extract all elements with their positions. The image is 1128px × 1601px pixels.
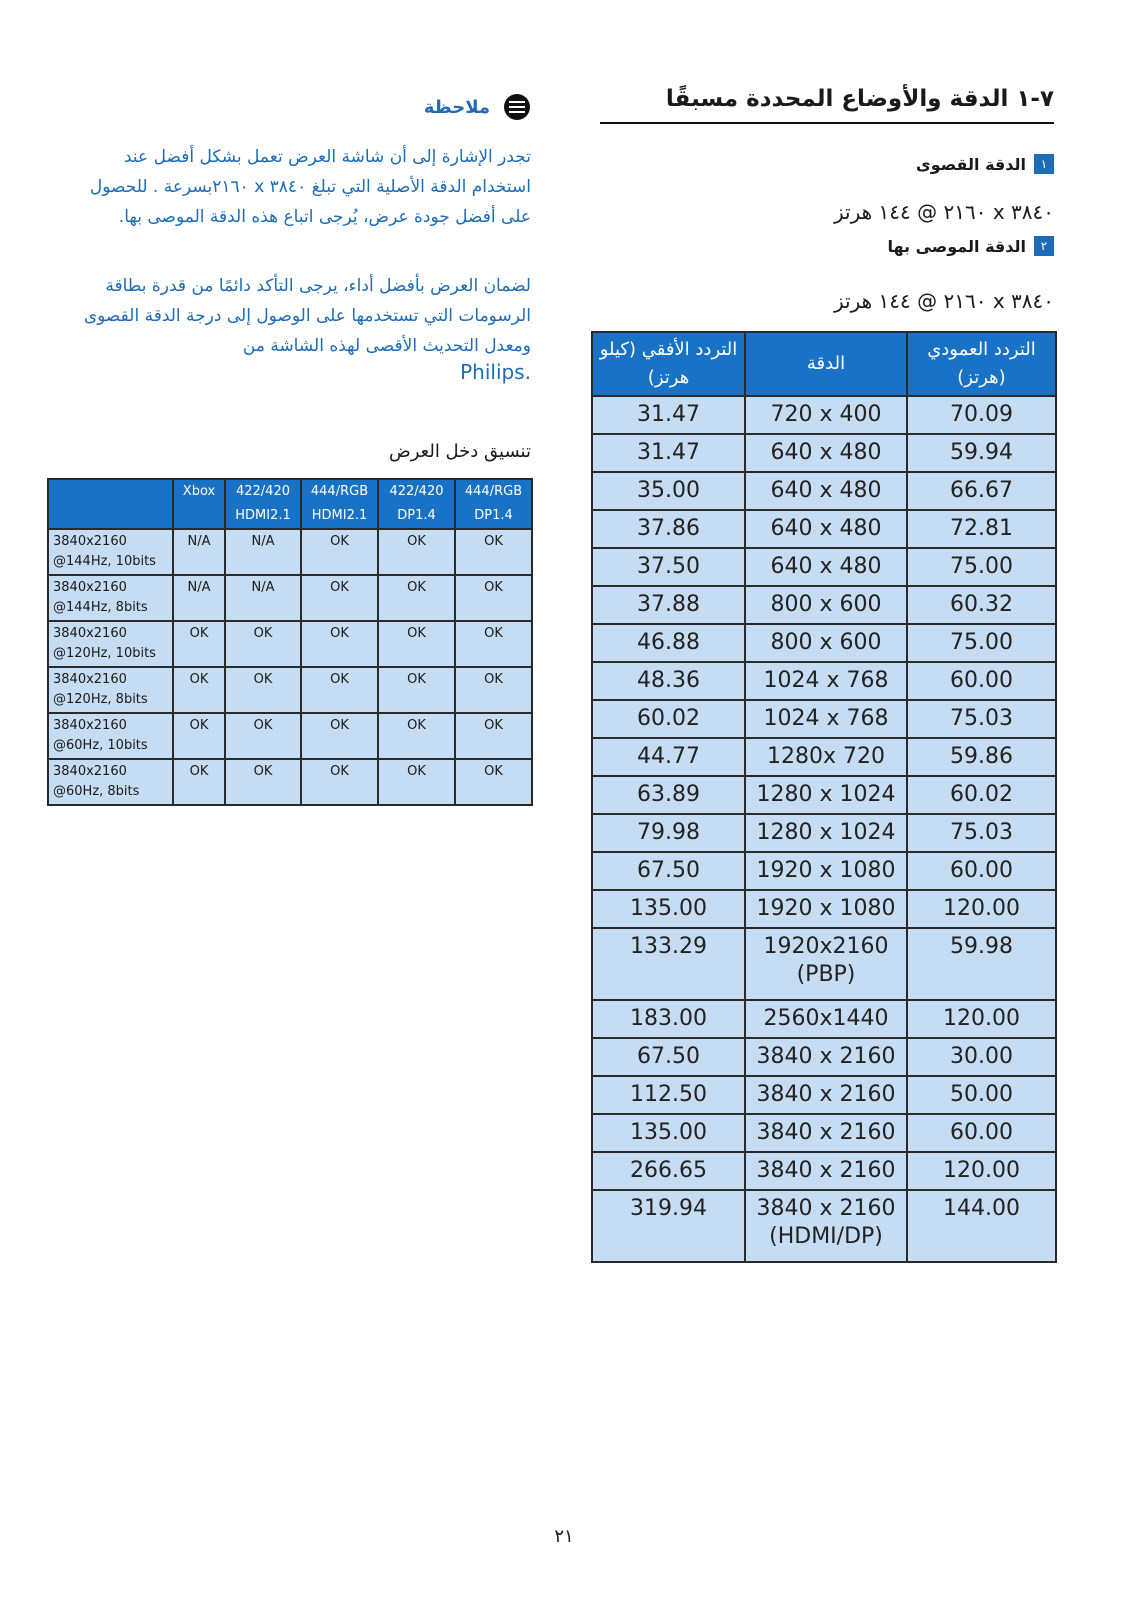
h-freq-cell <box>592 1076 745 1114</box>
timing-row <box>592 814 1056 852</box>
timing-row <box>592 1038 1056 1076</box>
h-freq-cell <box>592 624 745 662</box>
resolution-cell <box>745 624 907 662</box>
format-mode-refresh: @144Hz, 10bits <box>53 554 156 569</box>
h-freq-cell-text: 319.94 <box>630 1196 707 1221</box>
format-header-cell: 422/420 <box>378 479 455 504</box>
v-freq-cell-text: 59.86 <box>950 744 1013 769</box>
v-freq-cell-text: 50.00 <box>950 1082 1013 1107</box>
resolution-cell-text: 3840 x 2160 <box>756 1044 896 1069</box>
format-support-cell: N/A <box>173 529 225 575</box>
v-freq-cell-text: 120.00 <box>943 1006 1020 1031</box>
format-support-cell: OK <box>378 759 455 805</box>
input-format-title: تنسيق دخل العرض <box>388 441 531 462</box>
h-freq-cell <box>592 1190 745 1262</box>
format-row <box>48 667 532 713</box>
h-freq-cell-text: 60.02 <box>637 706 700 731</box>
timing-row <box>592 624 1056 662</box>
v-freq-cell <box>907 624 1056 662</box>
timing-row <box>592 472 1056 510</box>
resolution-cell-text: 1280x 720 <box>767 744 885 769</box>
v-freq-cell <box>907 928 1056 1000</box>
v-freq-cell-text: 75.03 <box>950 820 1013 845</box>
format-support-cell: OK <box>455 575 532 621</box>
timing-row <box>592 1076 1056 1114</box>
resolution-cell <box>745 1114 907 1152</box>
format-row <box>48 575 532 621</box>
v-freq-cell-text: 59.94 <box>950 440 1013 465</box>
h-freq-cell-text: 133.29 <box>630 934 707 959</box>
resolution-cell <box>745 1190 907 1262</box>
h-freq-cell <box>592 776 745 814</box>
resolution-note: (PBP) <box>796 962 856 987</box>
format-support-cell: OK <box>173 621 225 667</box>
format-support-cell: OK <box>301 529 378 575</box>
h-freq-cell-text: 37.86 <box>637 516 700 541</box>
format-mode-refresh: @60Hz, 10bits <box>53 738 148 753</box>
format-support-cell: OK <box>173 667 225 713</box>
section-divider <box>600 122 1054 124</box>
timing-row <box>592 1114 1056 1152</box>
format-support-cell: OK <box>225 759 301 805</box>
resolution-cell-text: 1920 x 1080 <box>756 858 896 883</box>
timing-header-row <box>592 332 1056 396</box>
note-title: ملاحظة <box>423 96 490 118</box>
format-support-cell: N/A <box>225 529 301 575</box>
v-freq-cell <box>907 890 1056 928</box>
h-freq-cell <box>592 434 745 472</box>
timing-row <box>592 700 1056 738</box>
v-freq-cell <box>907 1114 1056 1152</box>
h-freq-cell-text: 135.00 <box>630 1120 707 1145</box>
resolution-cell <box>745 548 907 586</box>
h-freq-cell-text: 112.50 <box>630 1082 707 1107</box>
section-title: ٧-١ الدقة والأوضاع المحددة مسبقًا <box>665 86 1054 112</box>
resolution-cell <box>745 814 907 852</box>
format-support-cell: OK <box>378 529 455 575</box>
format-header-cell: 422/420 <box>225 479 301 504</box>
format-header-port: HDMI2.1 <box>225 504 301 529</box>
format-header-port: DP1.4 <box>378 504 455 529</box>
v-freq-cell <box>907 738 1056 776</box>
resolution-cell <box>745 472 907 510</box>
v-freq-cell <box>907 700 1056 738</box>
format-support-cell: OK <box>455 713 532 759</box>
format-row <box>48 621 532 667</box>
resolution-cell <box>745 662 907 700</box>
resolution-cell-text: 3840 x 2160 <box>756 1120 896 1145</box>
resolution-cell <box>745 928 907 1000</box>
h-freq-header: التردد الأفقي (كيلو هرتز) <box>592 332 745 396</box>
max-resolution-value: ٣٨٤٠ x ٢١٦٠ @ ١٤٤ هرتز <box>834 200 1054 224</box>
h-freq-cell-text: 37.50 <box>637 554 700 579</box>
format-mode-refresh: @120Hz, 8bits <box>53 692 148 707</box>
timing-table <box>591 331 1057 1263</box>
timing-row <box>592 1000 1056 1038</box>
h-freq-cell-text: 44.77 <box>637 744 700 769</box>
format-support-cell: OK <box>455 621 532 667</box>
timing-row <box>592 852 1056 890</box>
timing-row <box>592 434 1056 472</box>
subsection-number: ٢ <box>1034 236 1054 256</box>
v-freq-cell-text: 120.00 <box>943 896 1020 921</box>
format-support-cell: OK <box>378 713 455 759</box>
timing-row <box>592 510 1056 548</box>
v-freq-cell <box>907 548 1056 586</box>
format-mode-cell <box>48 621 173 667</box>
resolution-cell <box>745 1076 907 1114</box>
h-freq-cell <box>592 396 745 434</box>
h-freq-cell <box>592 814 745 852</box>
v-freq-cell-text: 72.81 <box>950 516 1013 541</box>
format-header-cell: 444/RGB <box>301 479 378 504</box>
v-freq-cell <box>907 396 1056 434</box>
format-support-cell: OK <box>225 621 301 667</box>
v-freq-cell-text: 60.00 <box>950 668 1013 693</box>
format-support-cell: OK <box>301 575 378 621</box>
resolution-cell-text: 1280 x 1024 <box>756 820 896 845</box>
v-freq-cell-text: 60.02 <box>950 782 1013 807</box>
resolution-cell-text: 1920 x 1080 <box>756 896 896 921</box>
format-header-port: DP1.4 <box>455 504 532 529</box>
resolution-cell <box>745 1000 907 1038</box>
h-freq-cell <box>592 928 745 1000</box>
v-freq-cell <box>907 662 1056 700</box>
v-freq-cell-text: 66.67 <box>950 478 1013 503</box>
format-mode-cell <box>48 667 173 713</box>
format-support-cell: OK <box>378 667 455 713</box>
h-freq-cell-text: 31.47 <box>637 440 700 465</box>
v-freq-cell-text: 59.98 <box>950 934 1013 959</box>
resolution-cell <box>745 510 907 548</box>
format-support-cell: N/A <box>173 575 225 621</box>
resolution-cell-text: 2560x1440 <box>763 1006 889 1031</box>
note-paragraph-2: لضمان العرض بأفضل أداء، يرجى التأكد دائمًا من قدرة بطاقة الرسومات التي تستخدمها على الوصول إلى درجة الدقة القصوى ومعدل التحديث الأقصى لهذه الشاشة من <box>83 276 531 356</box>
v-freq-cell <box>907 852 1056 890</box>
v-freq-cell <box>907 510 1056 548</box>
format-support-cell: OK <box>301 759 378 805</box>
h-freq-cell <box>592 852 745 890</box>
v-freq-cell <box>907 776 1056 814</box>
format-support-cell: OK <box>301 621 378 667</box>
v-freq-cell-text: 60.32 <box>950 592 1013 617</box>
resolution-cell-text: 720 x 400 <box>770 402 882 427</box>
timing-row <box>592 662 1056 700</box>
v-freq-cell <box>907 472 1056 510</box>
h-freq-cell <box>592 586 745 624</box>
format-mode-cell <box>48 575 173 621</box>
format-mode-cell <box>48 759 173 805</box>
v-freq-cell <box>907 1190 1056 1262</box>
resolution-cell-text: 1280 x 1024 <box>756 782 896 807</box>
format-mode-refresh: @120Hz, 10bits <box>53 646 156 661</box>
format-header-port: HDMI2.1 <box>301 504 378 529</box>
h-freq-cell-text: 135.00 <box>630 896 707 921</box>
v-freq-cell <box>907 814 1056 852</box>
resolution-cell <box>745 434 907 472</box>
timing-row <box>592 548 1056 586</box>
v-freq-cell <box>907 1000 1056 1038</box>
h-freq-cell <box>592 1038 745 1076</box>
h-freq-cell-text: 31.47 <box>637 402 700 427</box>
v-freq-cell-text: 75.03 <box>950 706 1013 731</box>
h-freq-cell-text: 35.00 <box>637 478 700 503</box>
format-support-cell: OK <box>455 759 532 805</box>
format-mode-refresh: @144Hz, 8bits <box>53 600 148 615</box>
format-support-cell: N/A <box>225 575 301 621</box>
resolution-cell-text: 3840 x 2160 <box>756 1196 896 1221</box>
resolution-cell-text: 800 x 600 <box>770 592 882 617</box>
v-freq-cell <box>907 1076 1056 1114</box>
subsection-label: الدقة الموصى بها <box>887 236 1026 256</box>
h-freq-cell-text: 266.65 <box>630 1158 707 1183</box>
input-format-table <box>47 478 533 806</box>
page-number: ٢١ <box>554 1526 574 1547</box>
v-freq-cell-text: 30.00 <box>950 1044 1013 1069</box>
v-freq-cell-text: 144.00 <box>943 1196 1020 1221</box>
resolution-cell-text: 640 x 480 <box>770 440 882 465</box>
format-mode-resolution: 3840x2160 <box>53 626 127 641</box>
h-freq-cell <box>592 1152 745 1190</box>
h-freq-cell <box>592 662 745 700</box>
h-freq-cell-text: 183.00 <box>630 1006 707 1031</box>
h-freq-cell <box>592 1000 745 1038</box>
resolution-cell <box>745 1038 907 1076</box>
v-freq-cell-text: 60.00 <box>950 1120 1013 1145</box>
format-support-cell: OK <box>378 621 455 667</box>
resolution-cell <box>745 396 907 434</box>
timing-row <box>592 738 1056 776</box>
v-freq-cell-text: 60.00 <box>950 858 1013 883</box>
format-support-cell: OK <box>173 713 225 759</box>
resolution-cell-text: 640 x 480 <box>770 478 882 503</box>
resolution-cell-text: 1024 x 768 <box>763 668 889 693</box>
format-mode-resolution: 3840x2160 <box>53 580 127 595</box>
format-header-cell: 444/RGB <box>455 479 532 504</box>
resolution-cell-text: 640 x 480 <box>770 554 882 579</box>
format-mode-resolution: 3840x2160 <box>53 718 127 733</box>
note-paragraph-1: تجدر الإشارة إلى أن شاشة العرض تعمل بشكل أفضل عند استخدام الدقة الأصلية التي تبلغ ٣٨٤٠ x ٢١٦٠بسرعة . للحصول على أفضل جودة عرض، يُرجى اتباع هذه الدقة الموصى بها. <box>89 147 531 227</box>
resolution-note: (HDMI/DP) <box>769 1224 883 1249</box>
format-mode-resolution: 3840x2160 <box>53 764 127 779</box>
format-header-xbox: Xbox <box>173 479 225 529</box>
h-freq-cell <box>592 700 745 738</box>
format-support-cell: OK <box>173 759 225 805</box>
v-freq-cell-text: 70.09 <box>950 402 1013 427</box>
format-mode-resolution: 3840x2160 <box>53 534 127 549</box>
resolution-cell <box>745 890 907 928</box>
h-freq-cell <box>592 472 745 510</box>
resolution-cell <box>745 586 907 624</box>
h-freq-cell <box>592 890 745 928</box>
subsection-number: ١ <box>1034 154 1054 174</box>
format-row <box>48 759 532 805</box>
format-mode-resolution: 3840x2160 <box>53 672 127 687</box>
format-support-cell: OK <box>455 529 532 575</box>
resolution-cell-text: 640 x 480 <box>770 516 882 541</box>
v-freq-cell <box>907 586 1056 624</box>
h-freq-cell-text: 79.98 <box>637 820 700 845</box>
format-support-cell: OK <box>455 667 532 713</box>
h-freq-cell-text: 67.50 <box>637 858 700 883</box>
format-support-cell: OK <box>225 713 301 759</box>
h-freq-cell-text: 63.89 <box>637 782 700 807</box>
subsection-recommended-resolution <box>600 234 1054 258</box>
resolution-cell-text: 3840 x 2160 <box>756 1158 896 1183</box>
format-header-row-1 <box>48 479 532 504</box>
resolution-cell-text: 1920x2160 <box>763 934 889 959</box>
timing-row <box>592 890 1056 928</box>
format-support-cell: OK <box>301 667 378 713</box>
v-freq-cell-text: 75.00 <box>950 630 1013 655</box>
h-freq-cell <box>592 1114 745 1152</box>
resolution-cell <box>745 1152 907 1190</box>
resolution-header: الدقة <box>745 332 907 396</box>
note-icon <box>504 94 530 120</box>
note-header <box>400 94 530 120</box>
resolution-cell <box>745 738 907 776</box>
v-freq-header: التردد العمودي (هرتز) <box>907 332 1056 396</box>
timing-row <box>592 1152 1056 1190</box>
v-freq-cell <box>907 1038 1056 1076</box>
resolution-cell <box>745 700 907 738</box>
format-row <box>48 529 532 575</box>
h-freq-cell-text: 46.88 <box>637 630 700 655</box>
format-mode-cell <box>48 713 173 759</box>
v-freq-cell <box>907 1152 1056 1190</box>
timing-row <box>592 1190 1056 1262</box>
h-freq-cell <box>592 548 745 586</box>
format-support-cell: OK <box>301 713 378 759</box>
subsection-label: الدقة القصوى <box>916 154 1026 174</box>
timing-row <box>592 928 1056 1000</box>
h-freq-cell <box>592 510 745 548</box>
resolution-cell-text: 800 x 600 <box>770 630 882 655</box>
recommended-resolution-value: ٣٨٤٠ x ٢١٦٠ @ ١٤٤ هرتز <box>834 289 1054 313</box>
timing-row <box>592 776 1056 814</box>
v-freq-cell-text: 120.00 <box>943 1158 1020 1183</box>
format-mode-cell <box>48 529 173 575</box>
brand-name: Philips. <box>460 360 531 384</box>
format-support-cell: OK <box>378 575 455 621</box>
format-row <box>48 713 532 759</box>
resolution-cell <box>745 776 907 814</box>
format-support-cell: OK <box>225 667 301 713</box>
format-mode-refresh: @60Hz, 8bits <box>53 784 140 799</box>
h-freq-cell-text: 67.50 <box>637 1044 700 1069</box>
v-freq-cell <box>907 434 1056 472</box>
resolution-cell-text: 1024 x 768 <box>763 706 889 731</box>
h-freq-cell-text: 48.36 <box>637 668 700 693</box>
subsection-max-resolution <box>600 152 1054 176</box>
v-freq-cell-text: 75.00 <box>950 554 1013 579</box>
timing-row <box>592 396 1056 434</box>
h-freq-cell-text: 37.88 <box>637 592 700 617</box>
resolution-cell-text: 3840 x 2160 <box>756 1082 896 1107</box>
resolution-cell <box>745 852 907 890</box>
format-header-blank <box>48 479 173 529</box>
h-freq-cell <box>592 738 745 776</box>
timing-row <box>592 586 1056 624</box>
